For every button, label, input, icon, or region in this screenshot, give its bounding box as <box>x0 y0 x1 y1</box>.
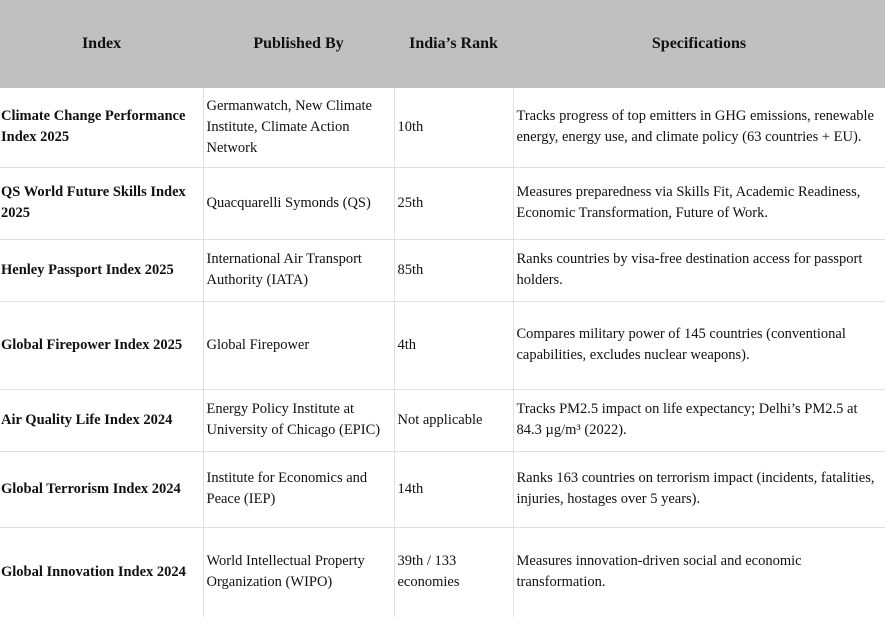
cell-publisher: World Intellectual Property Organization (WIPO) <box>203 527 394 617</box>
table-header-row <box>0 0 885 88</box>
cell-publisher: International Air Transport Authority (IATA) <box>203 239 394 301</box>
cell-rank: 14th <box>394 451 513 527</box>
cell-spec: Measures innovation-driven social and economic transformation. <box>513 527 885 617</box>
cell-publisher: Institute for Economics and Peace (IEP) <box>203 451 394 527</box>
cell-spec: Compares military power of 145 countries (conventional capabilities, excludes nuclear weapons). <box>513 301 885 389</box>
table-row <box>0 301 885 389</box>
header-india-rank: India’s Rank <box>409 35 498 52</box>
cell-index: Henley Passport Index 2025 <box>0 239 203 301</box>
cell-spec: Tracks PM2.5 impact on life expectancy; Delhi’s PM2.5 at 84.3 µg/m³ (2022). <box>513 389 885 451</box>
cell-rank: 39th / 133 economies <box>394 527 513 617</box>
cell-rank: 25th <box>394 167 513 239</box>
cell-publisher: Energy Policy Institute at University of Chicago (EPIC) <box>203 389 394 451</box>
cell-index: QS World Future Skills Index 2025 <box>0 167 203 239</box>
table-row <box>0 451 885 527</box>
cell-publisher: Germanwatch, New Climate Institute, Climate Action Network <box>203 88 394 167</box>
cell-index: Global Firepower Index 2025 <box>0 301 203 389</box>
table-row <box>0 88 885 167</box>
cell-publisher: Global Firepower <box>203 301 394 389</box>
cell-spec: Ranks 163 countries on terrorism impact (incidents, fatalities, injuries, hostages over 5 years). <box>513 451 885 527</box>
table-row <box>0 167 885 239</box>
cell-index: Global Terrorism Index 2024 <box>0 451 203 527</box>
table-row <box>0 239 885 301</box>
cell-spec: Tracks progress of top emitters in GHG emissions, renewable energy, energy use, and climate policy (63 countries + EU). <box>513 88 885 167</box>
cell-rank: 10th <box>394 88 513 167</box>
cell-index: Global Innovation Index 2024 <box>1 563 186 580</box>
cell-publisher: Quacquarelli Symonds (QS) <box>203 167 394 239</box>
table-row <box>0 389 885 451</box>
cell-rank: 4th <box>394 301 513 389</box>
cell-spec: Ranks countries by visa-free destination access for passport holders. <box>513 239 885 301</box>
header-published-by: Published By <box>253 35 344 52</box>
cell-index: Air Quality Life Index 2024 <box>0 389 203 451</box>
cell-rank: Not applicable <box>394 389 513 451</box>
header-specifications: Specifications <box>651 35 747 52</box>
cell-index: Climate Change Performance Index 2025 <box>0 88 203 167</box>
table-row <box>0 527 885 617</box>
cell-rank: 85th <box>394 239 513 301</box>
header-index: Index <box>81 35 122 52</box>
cell-spec: Measures preparedness via Skills Fit, Academic Readiness, Economic Transformation, Future of Work. <box>513 167 885 239</box>
